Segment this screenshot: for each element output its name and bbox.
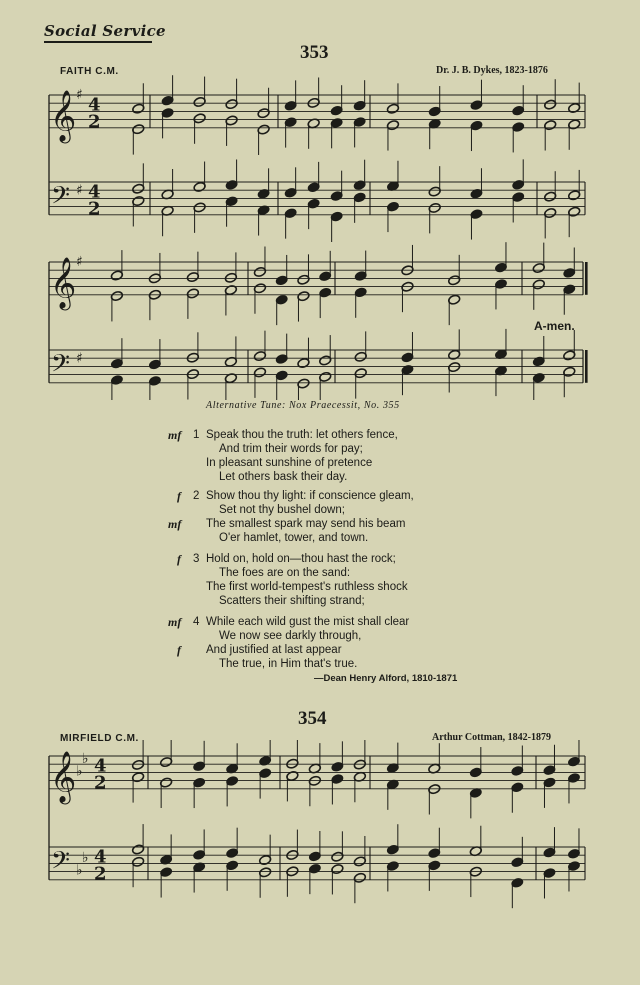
verse-line: The smallest spark may send his beam <box>206 518 406 530</box>
bass-clef-icon: 𝄢 <box>51 846 70 881</box>
verse-line: Hold on, hold on—thou hast the rock; <box>206 553 396 565</box>
hymn-number-353: 353 <box>300 42 329 63</box>
score-353-system-1 <box>49 75 585 242</box>
composer-354: Arthur Cottman, 1842-1879 <box>432 732 551 743</box>
verse-number: 3 <box>193 553 200 565</box>
dynamic-marking: f <box>177 552 181 566</box>
amen-label: A-men. <box>534 319 575 333</box>
verse-line: In pleasant sunshine of pretence <box>206 457 373 469</box>
sharp-icon: ♯ <box>76 87 83 104</box>
verse-line: O'er hamlet, tower, and town. <box>219 532 369 544</box>
verse-number: 1 <box>193 429 200 441</box>
dynamic-marking: mf <box>168 615 182 629</box>
time-signature-bottom: 2 <box>94 772 107 794</box>
sharp-icon: ♯ <box>76 254 83 271</box>
flat-icon: ♭ <box>76 862 83 879</box>
section-title: Social Service <box>44 22 166 40</box>
verse-line: Set not thy bushel down; <box>219 504 345 516</box>
dynamic-marking: mf <box>168 517 182 531</box>
time-signature-bottom: 2 <box>88 198 101 220</box>
hymn-author: —Dean Henry Alford, 1810-1871 <box>314 673 458 684</box>
verse-line: The true, in Him that's true. <box>219 658 358 670</box>
verse-line: Speak thou the truth: let others fence, <box>206 429 398 441</box>
tune-name-353: FAITH C.M. <box>60 66 119 77</box>
time-signature-bottom: 2 <box>94 863 107 885</box>
time-signature-top: 4 <box>88 94 101 116</box>
dynamic-marking: mf <box>168 428 182 442</box>
verse-line: While each wild gust the mist shall clear <box>206 616 410 628</box>
bass-clef-icon: 𝄢 <box>51 349 70 384</box>
time-signature-bottom: 2 <box>88 111 101 133</box>
alternative-tune-note: Alternative Tune: Nox Praecessit, No. 355 <box>206 400 400 411</box>
score-354 <box>0 740 640 985</box>
sharp-icon: ♯ <box>76 182 83 199</box>
verse-line: The first world-tempest's ruthless shock <box>206 581 408 593</box>
time-signature-top: 4 <box>94 755 107 777</box>
tune-name-354: MIRFIELD C.M. <box>60 733 139 744</box>
flat-icon: ♭ <box>82 850 89 867</box>
sharp-icon: ♯ <box>76 350 83 367</box>
verse-number: 2 <box>193 490 200 502</box>
verse-line: And justified at last appear <box>206 644 342 656</box>
verse-line: Let others bask their day. <box>219 471 348 483</box>
verse-line: And trim their words for pay; <box>219 443 363 455</box>
hymn-number-354: 354 <box>298 708 327 729</box>
final-barline <box>585 350 588 383</box>
score-354-system-1 <box>49 740 585 908</box>
score-353-system-2 <box>49 242 588 400</box>
score-353 <box>0 0 640 400</box>
flat-icon: ♭ <box>82 750 89 767</box>
final-barline <box>585 262 588 295</box>
verse-line: Show thou thy light: if conscience gleam, <box>206 490 414 502</box>
verse-number: 4 <box>193 616 200 628</box>
dynamic-marking: f <box>177 643 181 657</box>
bass-clef-icon: 𝄢 <box>51 181 70 216</box>
verse-line: The foes are on the sand: <box>219 567 351 579</box>
treble-clef-icon: 𝄞 <box>50 751 77 803</box>
flat-icon: ♭ <box>76 763 83 780</box>
composer-353: Dr. J. B. Dykes, 1823-1876 <box>436 65 548 76</box>
treble-clef-icon: 𝄞 <box>50 257 77 309</box>
dynamic-marking: f <box>177 489 181 503</box>
verse-line: Scatters their shifting strand; <box>219 595 365 607</box>
verse-line: We now see darkly through, <box>219 630 362 642</box>
time-signature-top: 4 <box>94 846 107 868</box>
treble-clef-icon: 𝄞 <box>50 90 77 142</box>
time-signature-top: 4 <box>88 181 101 203</box>
